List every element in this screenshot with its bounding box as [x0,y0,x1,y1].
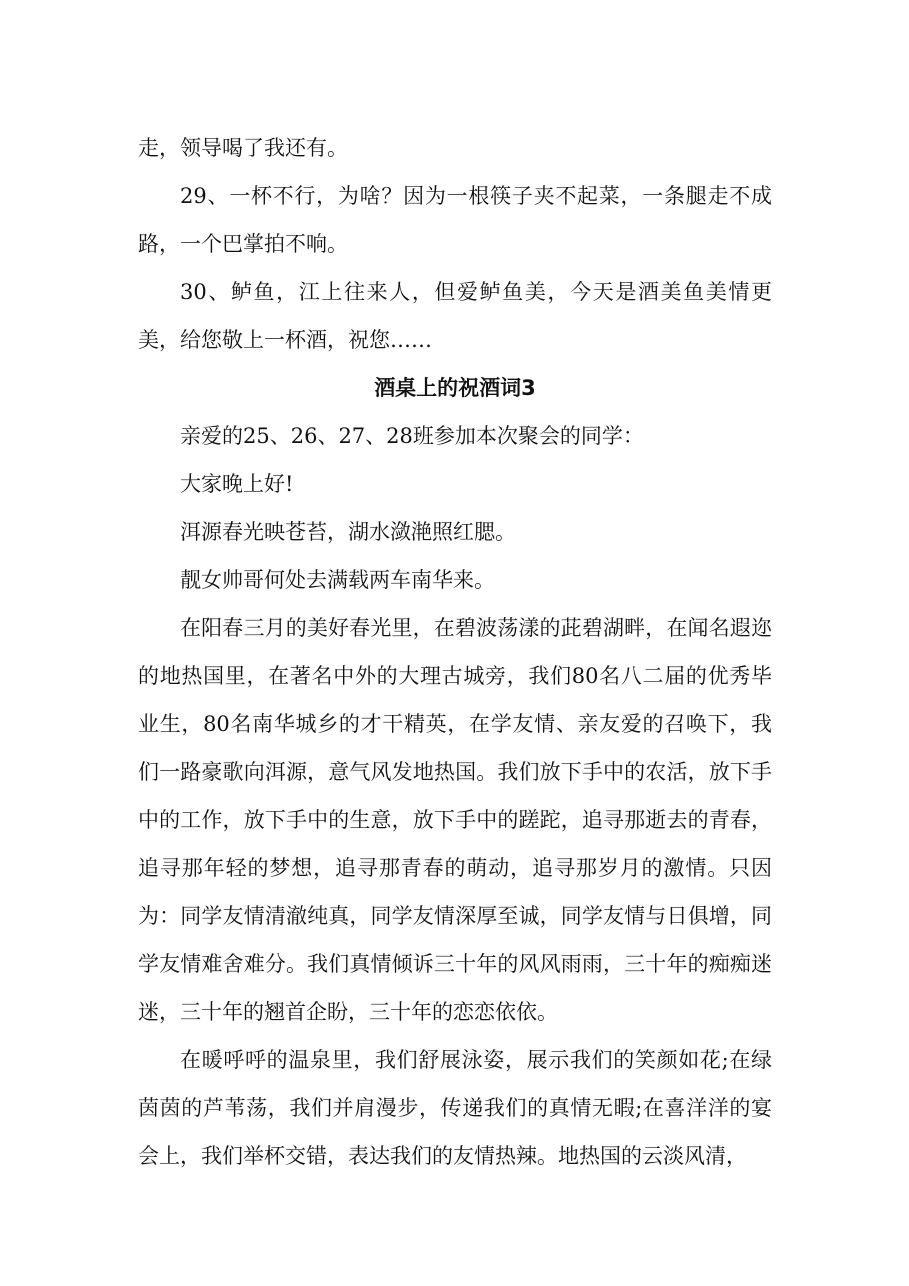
body-paragraph-2: 在暖呼呼的温泉里，我们舒展泳姿，展示我们的笑颜如花;在绿茵茵的芦苇荡，我们并肩漫步，传递我们的真情无暇;在喜洋洋的宴会上，我们举杯交错，表达我们的友情热辣。地热国的云淡风清， [138,1048,772,1168]
poem-line-2: 靓女帅哥何处去满载两车南华来。 [180,568,495,592]
poem-line-1: 洱源春光映苍苔，湖水潋滟照红腮。 [180,520,516,544]
greeting-evening: 大家晚上好! [180,472,294,496]
paragraph-30: 30、鲈鱼，江上往来人，但爱鲈鱼美，今天是酒美鱼美情更美，给您敬上一杯酒，祝您…… [138,280,772,352]
body-paragraph-1: 在阳春三月的美好春光里，在碧波荡漾的茈碧湖畔，在闻名遐迩的地热国里，在著名中外的大理古城旁，我们80名八二届的优秀毕业生，80名南华城乡的才干精英，在学友情、亲友爱的召唤下，我们一路豪歌向洱源，意气风发地热国。我们放下手中的农活，放下手中的工作，放下手中的生意，放下手中的蹉跎，追寻那逝去的青春，追寻那年轻的梦想，追寻那青春的萌动，追寻那岁月的激情。只因为：同学友情清澈纯真，同学友情深厚至诚，同学友情与日俱增，同学友情难舍难分。我们真情倾诉三十年的风风雨雨，三十年的痴痴迷迷，三十年的翘首企盼，三十年的恋恋依依。 [138,616,772,1024]
document-page [138,124,772,1180]
paragraph-29: 29、一杯不行，为啥？因为一根筷子夹不起菜，一条腿走不成路，一个巴掌拍不响。 [138,184,772,256]
greeting-line: 亲爱的25、26、27、28班参加本次聚会的同学： [180,424,644,448]
paragraph-1: 走，领导喝了我还有。 [138,136,348,160]
section-heading: 酒桌上的祝酒词3 [374,376,536,400]
